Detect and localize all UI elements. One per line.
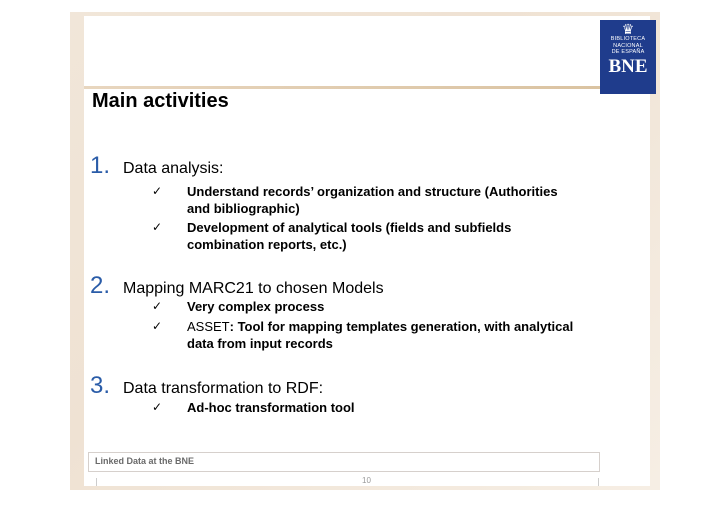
list-item [152, 318, 572, 352]
section-label: Data analysis: [123, 160, 224, 177]
footer-text: Linked Data at the BNE [95, 456, 195, 466]
section-label: Data transformation to RDF: [123, 380, 324, 397]
section-label: Mapping MARC21 to chosen Models [123, 280, 384, 297]
page-number: 10 [362, 476, 371, 485]
list-item-text: Development of analytical tools (fields and subfields combination reports, etc.) [187, 220, 512, 252]
section-1-heading [90, 152, 224, 180]
list-item-text: Understand records’ organization and structure (Authorities and bibliographic) [187, 184, 558, 216]
footer-tick [598, 478, 599, 486]
logo-line-2: NACIONAL [613, 42, 643, 49]
logo-abbr: BNE [608, 55, 648, 77]
checkmark-icon: ✓ [152, 400, 163, 414]
title-divider [84, 86, 650, 89]
checkmark-icon: ✓ [152, 299, 163, 313]
crown-icon: ♛ [621, 21, 635, 37]
list-item-text: Very complex process [187, 299, 325, 314]
asset-label: ASSET [187, 319, 230, 334]
footer-tick [96, 478, 97, 486]
list-item-text [187, 318, 577, 352]
section-3-heading [90, 372, 323, 400]
list-item [152, 219, 572, 253]
checkmark-icon: ✓ [152, 220, 163, 234]
logo-line-1: BIBLIOTECA [610, 36, 646, 42]
bne-logo [600, 20, 656, 94]
asset-description: : Tool for mapping templates generation, with analytical data from input records [187, 319, 574, 351]
slide-title: Main activities [92, 90, 229, 112]
section-2-heading [90, 272, 384, 300]
logo-line-3: DE ESPAÑA [611, 49, 645, 55]
section-number: 1. [90, 152, 111, 179]
list-item [152, 298, 572, 315]
list-item [152, 399, 572, 416]
section-number: 2. [90, 272, 111, 299]
checkmark-icon: ✓ [152, 319, 163, 333]
checkmark-icon: ✓ [152, 184, 163, 198]
footer-bar [88, 452, 600, 472]
list-item-text: Ad-hoc transformation tool [187, 400, 355, 415]
list-item [152, 183, 572, 217]
section-number: 3. [90, 372, 111, 399]
